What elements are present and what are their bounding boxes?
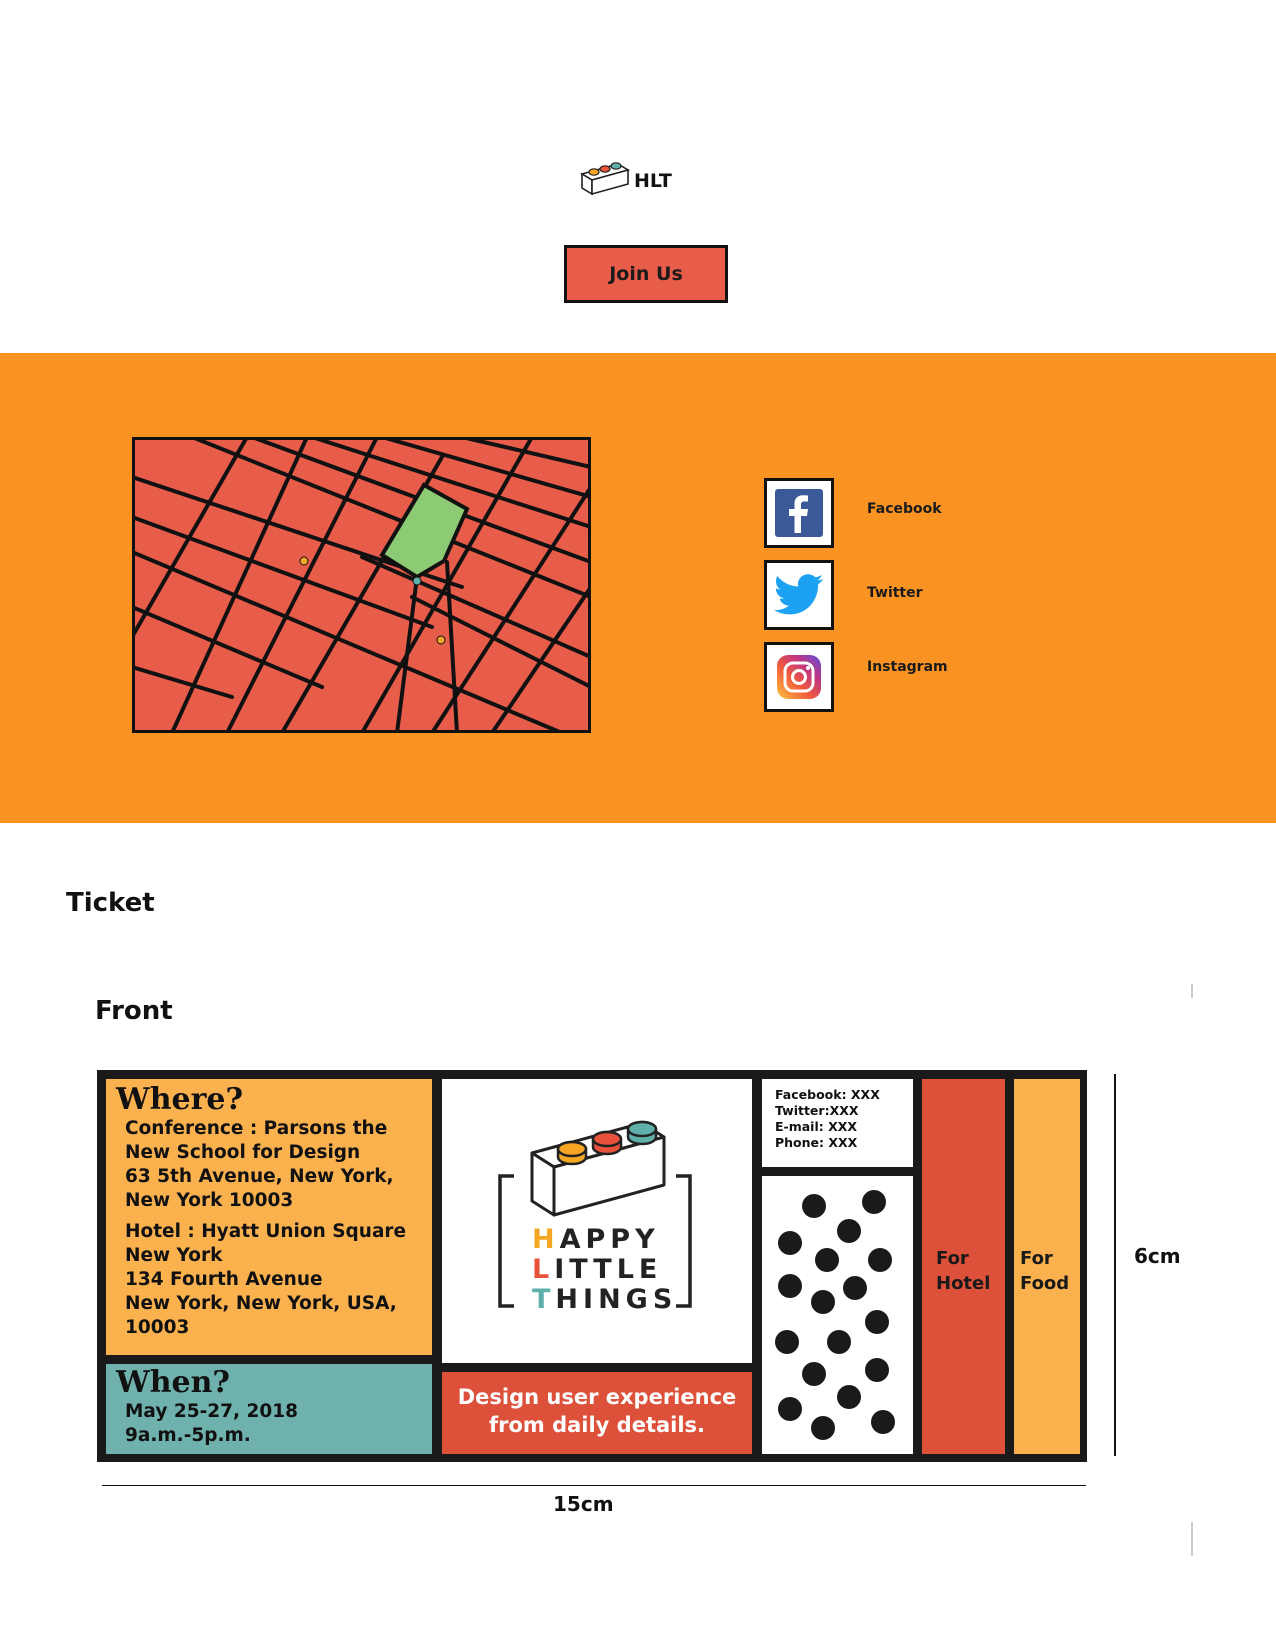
height-dimension-line — [1114, 1074, 1116, 1456]
brand-line-little: LITTLE — [532, 1254, 663, 1285]
tagline-panel — [442, 1372, 752, 1454]
tagline-line: from daily details. — [488, 1413, 706, 1437]
instagram-icon — [776, 654, 822, 700]
logo-text: HLT — [634, 170, 672, 192]
instagram-button[interactable] — [764, 642, 834, 712]
ticket-heading: Ticket — [66, 888, 155, 918]
facebook-button[interactable] — [764, 478, 834, 548]
where-line: Conference : Parsons the — [125, 1118, 388, 1139]
tagline-line: Design user experience — [457, 1385, 737, 1409]
happy-little-things-logo — [442, 1079, 752, 1363]
hotel-stub-line: Hotel — [936, 1273, 991, 1294]
where-line: New York 10003 — [125, 1190, 294, 1211]
polka-dot-pattern — [762, 1176, 913, 1454]
brand-panel — [442, 1079, 752, 1363]
where-line: New School for Design — [125, 1142, 361, 1163]
brand-line-happy: HAPPY — [532, 1224, 660, 1255]
where-line: 63 5th Avenue, New York, — [125, 1166, 394, 1187]
contact-facebook: Facebook: XXX — [775, 1087, 880, 1102]
twitter-icon — [774, 574, 824, 616]
hotel-stub-line: For — [936, 1248, 969, 1269]
facebook-icon — [775, 489, 823, 537]
facebook-link[interactable]: Facebook — [867, 501, 942, 517]
when-title: When? — [116, 1365, 230, 1400]
width-dimension-line — [102, 1485, 1086, 1486]
lego-brick-icon — [578, 156, 630, 198]
when-panel — [106, 1364, 432, 1454]
food-stub-line: Food — [1020, 1273, 1070, 1294]
brand-logo[interactable] — [578, 156, 698, 206]
margin-tick — [1191, 984, 1193, 998]
join-us-button[interactable]: Join Us — [564, 245, 728, 303]
where-line: New York, New York, USA, — [125, 1293, 397, 1314]
food-stub[interactable] — [1014, 1079, 1080, 1454]
where-panel — [106, 1079, 432, 1355]
height-dimension-label: 6cm — [1134, 1244, 1181, 1268]
food-stub-line: For — [1020, 1248, 1053, 1269]
ticket-front — [97, 1070, 1087, 1462]
twitter-button[interactable] — [764, 560, 834, 630]
contact-email: E-mail: XXX — [775, 1119, 858, 1134]
twitter-link[interactable]: Twitter — [867, 585, 923, 601]
contact-twitter: Twitter:XXX — [775, 1103, 859, 1118]
where-line: 10003 — [125, 1317, 190, 1338]
width-dimension-label: 15cm — [553, 1492, 614, 1516]
when-line: 9a.m.-5p.m. — [125, 1425, 251, 1446]
margin-tick — [1191, 1522, 1193, 1556]
where-title: Where? — [116, 1082, 244, 1117]
info-band — [0, 353, 1276, 823]
location-map[interactable] — [132, 437, 591, 733]
polka-dot-panel — [762, 1176, 913, 1454]
brand-line-things: THINGS — [532, 1284, 678, 1315]
where-line: Hotel : Hyatt Union Square — [125, 1221, 407, 1242]
where-line: 134 Fourth Avenue — [125, 1269, 323, 1290]
where-line: New York — [125, 1245, 223, 1266]
contact-phone: Phone: XXX — [775, 1135, 858, 1150]
instagram-link[interactable]: Instagram — [867, 659, 948, 675]
hotel-stub[interactable] — [922, 1079, 1005, 1454]
front-heading: Front — [95, 996, 173, 1026]
contact-panel — [762, 1079, 913, 1167]
when-line: May 25-27, 2018 — [125, 1401, 298, 1422]
